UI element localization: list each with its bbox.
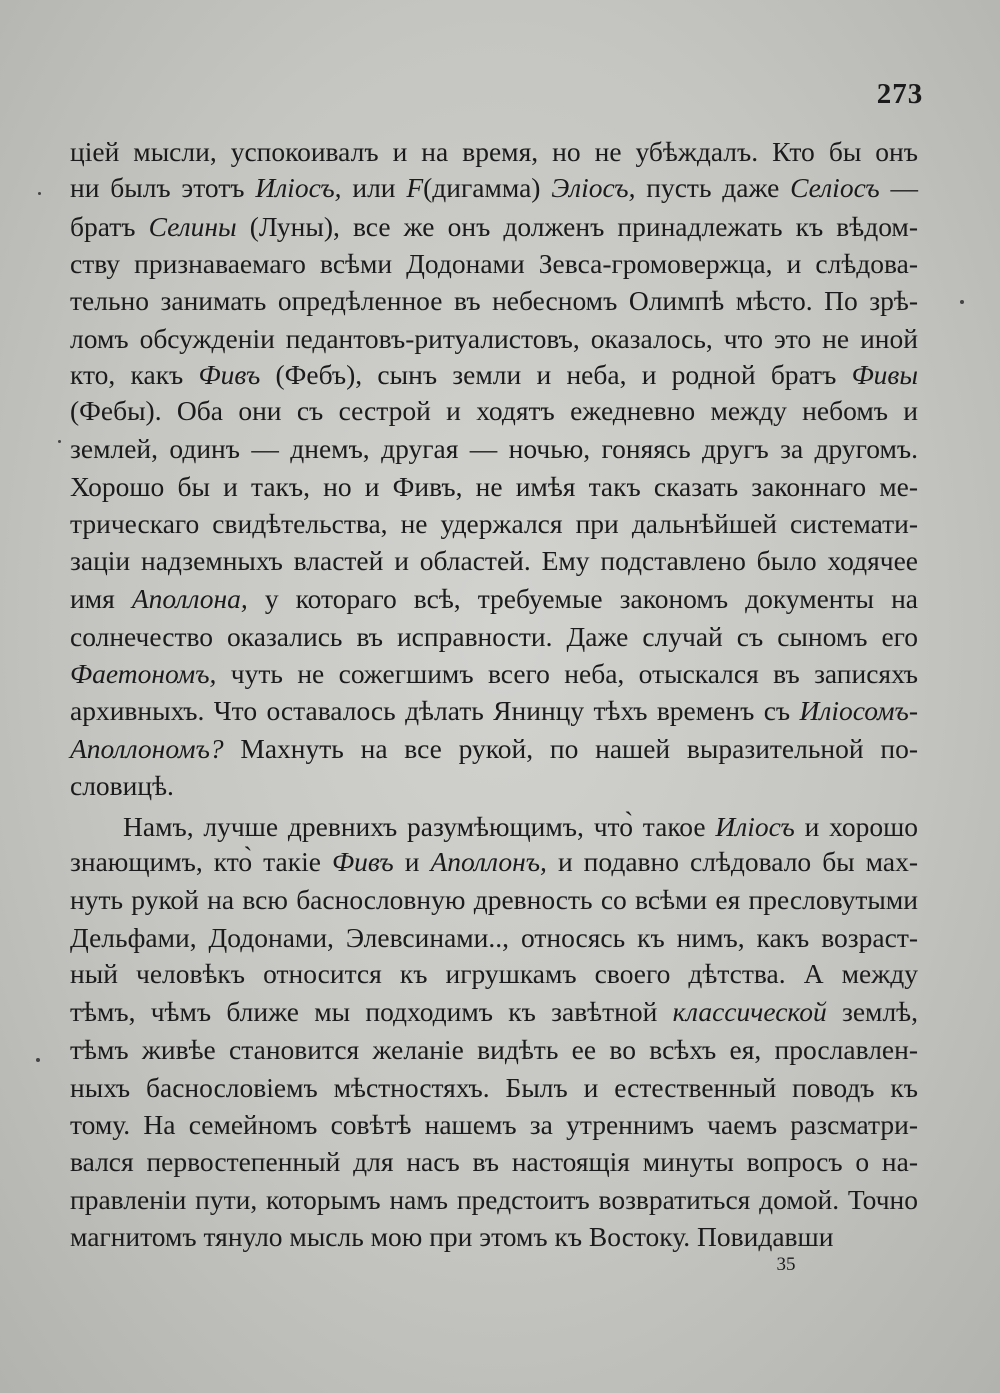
text-line [70,694,918,728]
text-line [70,470,918,504]
text-line [70,921,918,955]
text-run: землей, одинъ — днемъ, другая — ночью, гоняясь другъ за другомъ. [70,433,918,464]
text-line [70,957,918,991]
text-line [70,620,918,654]
text-run: вался первостепенный для насъ въ настоящiя минуты вопросъ о на- [70,1146,918,1177]
text-run: братъ [70,211,149,242]
text-line [70,358,918,392]
text-run: (дигамма) [423,172,552,203]
page-number: 273 [876,78,924,110]
italic-term: Аполлономъ? [70,733,224,764]
italic-term: Фивъ [198,359,261,390]
italic-term: F [406,172,424,203]
text-line [123,810,918,844]
italic-term: Селiосъ [790,172,880,203]
text-line [70,1108,918,1142]
text-run: (Фебъ), сынъ земли и неба, и родной братъ [260,359,852,390]
text-line [70,732,918,766]
text-run: цiей мысли, успокоивалъ и на время, но не убѣждалъ. Кто бы онъ [70,136,918,167]
text-run: архивныхъ. Что оставалось дѣлать Янинцу тѣхъ временъ съ [70,695,800,726]
text-line [70,845,918,879]
text-run: трическаго свидѣтельства, не удержался при дальнѣйшей системати- [70,508,918,539]
text-run: Махнуть на все рукой, по нашей выразительной по- [223,733,918,764]
paper-speck [58,440,61,443]
text-run: пусть даже [635,172,791,203]
text-run: солнечество оказались въ исправности. Даже случай съ сыномъ его [70,621,918,652]
text-run: тельно занимать опредѣленное въ небесномъ Олимпѣ мѣсто. По зрѣ- [70,285,918,316]
text-line [70,883,918,917]
text-line [70,247,918,281]
text-run: ству признаваемаго всѣми Додонами Зевса-громовержца, и слѣдова- [70,248,918,279]
text-run: или [341,172,407,203]
text-line [70,1071,918,1105]
text-run: у котораго всѣ, требуемые закономъ документы на [247,583,918,614]
text-line [70,171,918,205]
italic-term: Фивъ [331,846,394,877]
text-run: и хорошо [794,811,918,842]
text-line [70,432,918,466]
text-line [70,657,918,691]
text-run: тому. На семейномъ совѣтѣ нашемъ за утреннимъ чаемъ разсматри- [70,1109,918,1140]
text-line [70,1183,918,1217]
text-run: Намъ, лучше древнихъ разумѣющимъ, что̀ такое [123,811,716,842]
text-line [70,1220,918,1254]
text-run: землѣ, [826,996,918,1027]
text-line [70,284,918,318]
text-line [70,582,918,616]
text-run: Дельфами, Додонами, Элевсинами.., относясь къ нимъ, какъ возраст- [70,922,918,953]
text-run: правленiи пути, которымъ намъ предстоитъ возвратиться домой. Точно [70,1184,918,1215]
text-line [70,995,918,1029]
italic-term: Фаетономъ, [70,658,217,689]
text-run: ломъ обсужденiи педантовъ-ритуалистовъ, оказалось, что это не иной [70,323,918,354]
italic-term: Аполлона, [131,583,248,614]
text-run: и подавно слѣдовало бы мах- [546,846,919,877]
text-run: ныхъ баснословiемъ мѣстностяхъ. Былъ и естественный поводъ къ [70,1072,918,1103]
text-run: кто, какъ [70,359,199,390]
paper-speck [36,1058,40,1062]
text-line [70,507,918,541]
text-line [70,544,918,578]
text-line [70,135,918,169]
paper-speck [960,300,964,304]
text-run: и [393,846,431,877]
text-run: — [879,172,918,203]
italic-term: Элiосъ, [551,172,636,203]
text-line [70,1033,918,1067]
text-run: имя [70,583,132,614]
text-run: ни былъ этотъ [70,172,256,203]
italic-term: Селины [148,211,237,242]
text-run: нуть рукой на всю баснословную древность со всѣми ея пресловутыми [70,884,918,915]
italic-term: Илiосомъ- [799,695,918,726]
text-line [70,322,918,356]
text-run: зацiи надземныхъ властей и областей. Ему подставлено было ходячее [70,545,918,576]
text-run: тѣмъ, чѣмъ ближе мы подходимъ къ завѣтной [70,996,673,1027]
text-run: знающимъ, кто̀ такiе [70,846,332,877]
text-run: Хорошо бы и такъ, но и Фивъ, не имѣя такъ сказать законнаго ме- [70,471,918,502]
text-run: чуть не сожегшимъ всего неба, отыскался въ записяхъ [216,658,918,689]
text-run: ный человѣкъ относится къ игрушкамъ своего дѣтства. А между [70,958,918,989]
signature-mark: 35 [776,1254,796,1275]
text-run: магнитомъ тянуло мысль мою при этомъ къ Востоку. Повидавши [70,1221,834,1252]
text-run: (Фебы). Оба они съ сестрой и ходятъ ежедневно между небомъ и [70,395,918,426]
italic-term: классической [672,996,827,1027]
italic-term: Илiосъ [715,811,795,842]
text-run: словицѣ. [70,770,174,801]
italic-term: Аполлонъ, [430,846,547,877]
text-line [70,210,918,244]
text-run: (Луны), все же онъ долженъ принадлежать къ вѣдом- [236,211,918,242]
paper-speck [38,192,41,195]
italic-term: Фивы [851,359,918,390]
text-line [70,394,918,428]
text-line [70,1145,918,1179]
text-line [70,769,918,803]
text-run: тѣмъ живѣе становится желанiе видѣть ее во всѣхъ ея, прославлен- [70,1034,918,1065]
italic-term: Илiосъ, [255,172,342,203]
